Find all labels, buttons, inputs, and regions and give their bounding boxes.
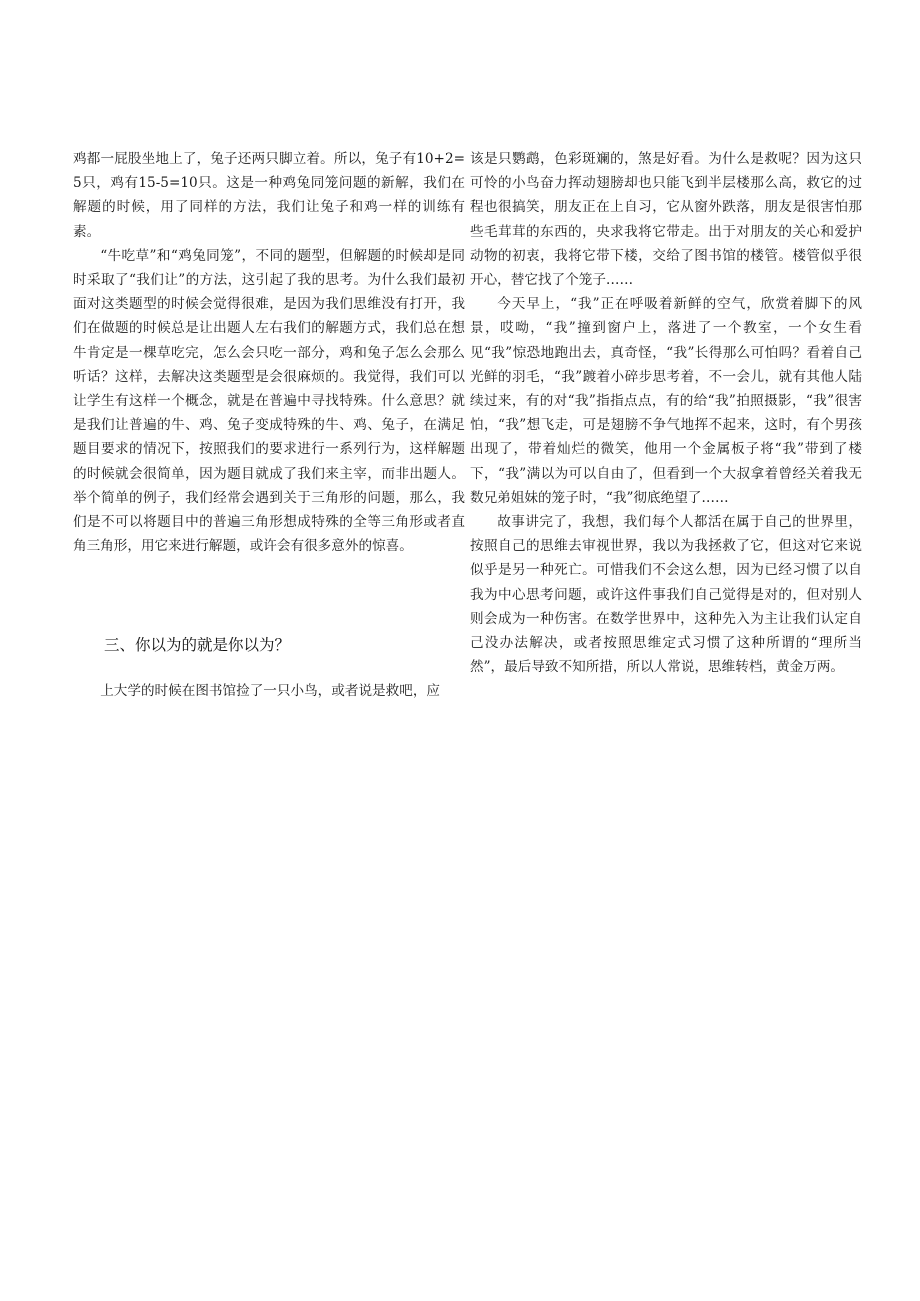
right-paragraph-2: 今天早上，“我”正在呼吸着新鲜的空气，欣赏着脚下的风景，哎呦，“我”撞到窗户上，落进了一个教室，一个女生看见“我”惊恐地跑出去，真奇怪，“我”长得那么可怕吗？看着自己光鲜的羽毛，“我”踱着小碎步思考着，不一会儿，就有其他人陆续过来，有的对“我”指指点点，有的给“我”拍照摄影，“我”很害怕，“我”想飞走，可是翅膀不争气地挥不起来，这时，有个男孩出现了，带着灿烂的微笑，他用一个金属板子将“我”带到了楼下，“我”满以为可以自由了，但看到一个大叔拿着曾经关着我无数兄弟姐妹的笼子时，“我”彻底绝望了…… — [470, 296, 862, 506]
right-column — [470, 147, 862, 679]
right-paragraph-1: 该是只鹦鹉，色彩斑斓的，煞是好看。为什么是救呢？因为这只可怜的小鸟奋力挥动翅膀却也只能飞到半层楼那么高，救它的过程也很搞笑，朋友正在上自习，它从窗外跌落，朋友是很害怕那些毛茸茸的东西的，央求我将它带走。出于对朋友的关心和爱护动物的初衷，我将它带下楼，交给了图书馆的楼管。楼管似乎很开心，替它找了个笼子…… — [470, 151, 862, 289]
left-column-after-heading — [73, 679, 465, 703]
left-paragraph-3: 上大学的时候在图书馆捡了一只小鸟，或者说是救吧，应 — [100, 683, 441, 699]
left-column — [73, 147, 465, 558]
section-heading: 三、你以为的就是你以为？ — [104, 636, 291, 654]
left-paragraph-1: 鸡都一屁股坐地上了，兔子还两只脚立着。所以，兔子有10+2=5只，鸡有15-5=10只。这是一种鸡兔同笼问题的新解，我们在解题的时候，用了同样的方法，我们让兔子和鸡一样的训练有素。 — [73, 151, 465, 240]
left-paragraph-2: “牛吃草”和“鸡兔同笼”，不同的题型，但解题的时候却是同时采取了“我们让”的方法，这引起了我的思考。为什么我们最初面对这类题型的时候会觉得很难，是因为我们思维没有打开，我们在做题的时候总是让出题人左右我们的解题方式，我们总在想牛肯定是一棵草吃完，怎么会只吃一部分，鸡和兔子怎么会那么听话？这样，去解决这类题型是会很麻烦的。我觉得，我们可以让学生有这样一个概念，就是在普遍中寻找特殊。什么意思？就是我们让普遍的牛、鸡、兔子变成特殊的牛、鸡、兔子，在满足题目要求的情况下，按照我们的要求进行一系列行为，这样解题的时候就会很简单，因为题目就成了我们来主宰，而非出题人。举个简单的例子，我们经常会遇到关于三角形的问题，那么，我们是不可以将题目中的普遍三角形想成特殊的全等三角形或者直角三角形，用它来进行解题，或许会有很多意外的惊喜。 — [73, 247, 465, 555]
right-paragraph-3: 故事讲完了，我想，我们每个人都活在属于自己的世界里，按照自己的思维去审视世界，我以为我拯救了它，但这对它来说似乎是另一种死亡。可惜我们不会这么想，因为已经习惯了以自我为中心思考问题，或许这件事我们自己觉得是对的，但对别人则会成为一种伤害。在数学世界中，这种先入为主让我们认定自己没办法解决，或者按照思维定式习惯了这种所谓的“理所当然”，最后导致不知所措，所以人常说，思维转档，黄金万两。 — [470, 514, 862, 676]
